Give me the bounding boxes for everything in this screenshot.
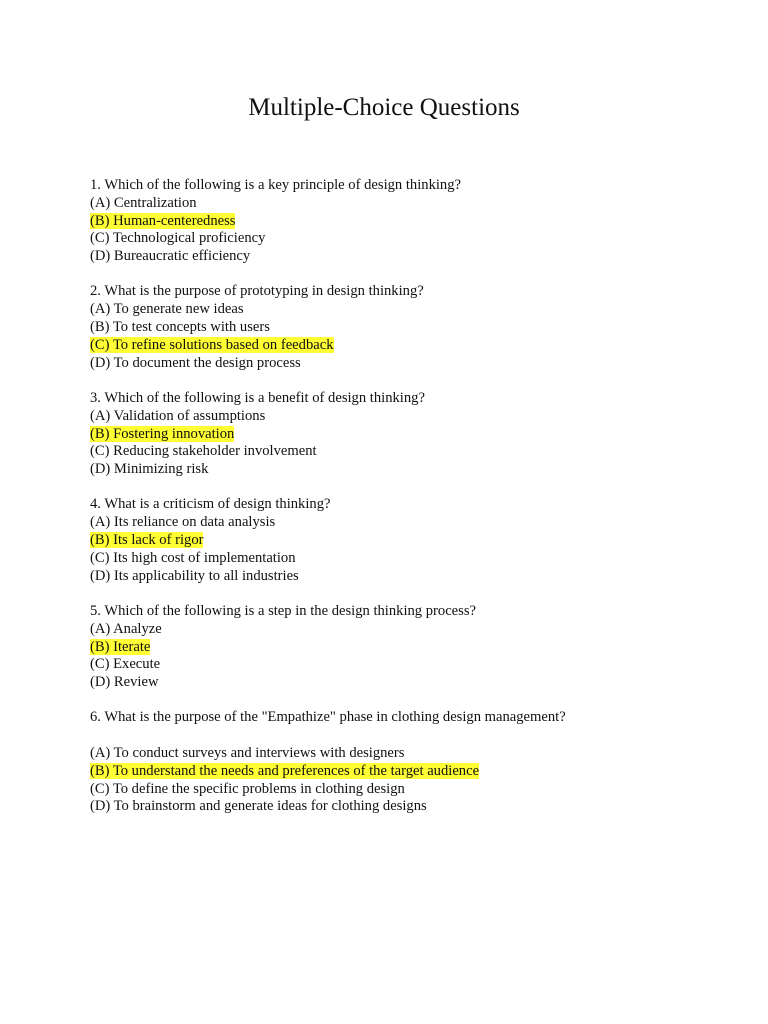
question-text: 4. What is a criticism of design thinking? — [90, 496, 331, 513]
question-text: 1. Which of the following is a key principle of design thinking? — [90, 177, 461, 193]
answer-option: (A) To generate new ideas — [90, 301, 244, 318]
question-4 — [90, 496, 730, 585]
answer-option: (D) Minimizing risk — [90, 461, 209, 478]
question-text: 3. Which of the following is a benefit of design thinking? — [90, 389, 425, 406]
question-text: 6. What is the purpose of the "Empathize" phase in clothing design management? — [90, 709, 566, 726]
question-1 — [90, 177, 730, 266]
answer-option-highlighted: (B) To understand the needs and preferences of the target audience — [90, 762, 480, 779]
page-title: Multiple-Choice Questions — [248, 94, 520, 121]
question-3 — [90, 390, 730, 479]
answer-option: (A) Analyze — [90, 620, 162, 637]
question-2 — [90, 283, 730, 372]
answer-option-highlighted: (B) Fostering innovation — [90, 425, 235, 442]
answer-option-highlighted: (B) Its lack of rigor — [90, 532, 204, 549]
blank-line — [90, 727, 730, 745]
answer-option: (C) Technological proficiency — [90, 230, 266, 247]
question-5 — [90, 603, 730, 692]
answer-option: (A) Centralization — [90, 194, 197, 211]
answer-option: (C) To define the specific problems in clothing design — [90, 780, 405, 797]
answer-option: (C) Reducing stakeholder involvement — [90, 443, 317, 460]
answer-option: (A) Validation of assumptions — [90, 407, 266, 424]
answer-option: (B) To test concepts with users — [90, 319, 270, 336]
answer-option: (C) Execute — [90, 656, 161, 673]
answer-option: (D) Its applicability to all industries — [90, 567, 299, 584]
question-text: 5. Which of the following is a step in the design thinking process? — [90, 602, 476, 619]
answer-option: (C) Its high cost of implementation — [90, 549, 296, 566]
answer-option: (D) Review — [90, 674, 159, 691]
answer-option: (D) To brainstorm and generate ideas for clothing designs — [90, 798, 427, 815]
answer-option: (A) To conduct surveys and interviews with designers — [90, 745, 405, 762]
answer-option-highlighted: (B) Human-centeredness — [90, 212, 236, 229]
answer-option-highlighted: (B) Iterate — [90, 638, 151, 655]
answer-option: (D) Bureaucratic efficiency — [90, 248, 251, 265]
question-list — [90, 177, 730, 834]
answer-option: (D) To document the design process — [90, 354, 301, 371]
answer-option-highlighted: (C) To refine solutions based on feedback — [90, 336, 334, 353]
question-text: 2. What is the purpose of prototyping in design thinking? — [90, 283, 424, 300]
question-6 — [90, 709, 730, 816]
answer-option: (A) Its reliance on data analysis — [90, 514, 276, 531]
